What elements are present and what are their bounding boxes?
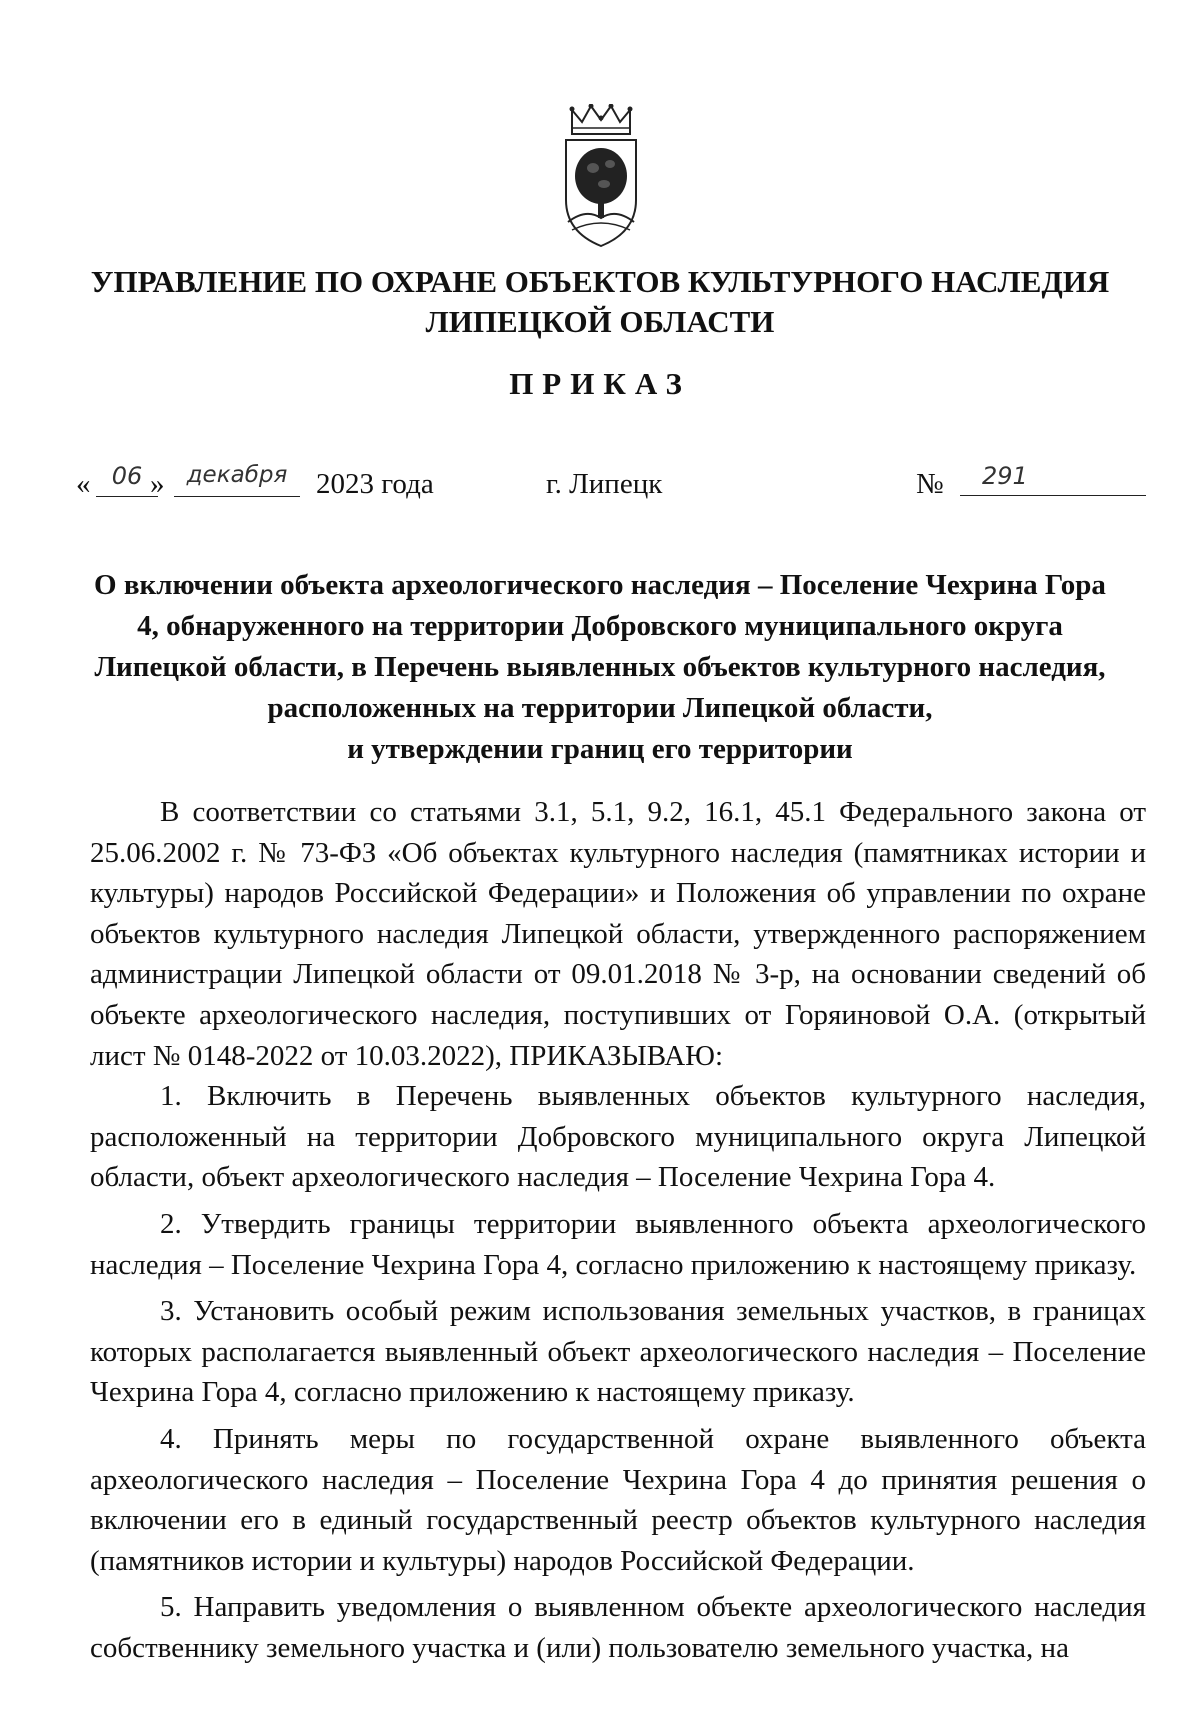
subject-line-3: Липецкой области, в Перечень выявленных объектов культурного наследия, [94,651,1106,683]
year-text: 2023 года [316,468,434,500]
subject-line-5: и утверждении границ его территории [347,733,853,765]
coat-of-arms-icon [560,104,642,250]
date-line [0,464,1200,524]
handwritten-number: 291 [960,462,1146,496]
preamble-paragraph: В соответствии со статьями 3.1, 5.1, 9.2, 16.1, 45.1 Федерального закона от 25.06.2002 г. № 73-ФЗ «Об объектах культурного наследия (памятниках истории и культуры) народов Российской Федерации» и Положения об управлении по охране объектов культурного наследия Липецкой области, утвержденного распоряжением администрации Липецкой области от 09.01.2018 № 3-р, на основании сведений об объекте археологического наследия, поступивших от Горяиновой О.А. (открытый лист № 0148-2022 от 10.03.2022), ПРИКАЗЫВАЮ: [90,796,1146,1072]
subject-line-2: 4, обнаруженного на территории Добровского муниципального округа [137,610,1063,642]
document-type: ПРИКАЗ [509,366,691,401]
organization-name [80,262,1120,342]
item-1-paragraph: 1. Включить в Перечень выявленных объектов культурного наследия, расположенный на территории Добровского муниципального округа Липецкой области, объект археологического наследия – Поселение Чехрина Гора 4. [90,1080,1146,1194]
handwritten-day: 06 [96,462,158,497]
org-line-1: УПРАВЛЕНИЕ ПО ОХРАНЕ ОБЪЕКТОВ КУЛЬТУРНОГО НАСЛЕДИЯ [90,264,1110,299]
order-subject [80,565,1120,770]
quote-open: « [76,468,91,500]
number-sign: № [916,468,944,500]
handwritten-month: декабря [174,462,300,497]
item-4-paragraph: 4. Принять меры по государственной охране выявленного объекта археологического наследия – Поселение Чехрина Гора 4 до принятия решения о включении его в единый государственный реестр объектов культурного наследия (памятников истории и культуры) народов Российской Федерации. [90,1422,1146,1577]
city-text: г. Липецк [546,468,663,500]
order-body [90,792,1146,1668]
quote-close: » [150,468,165,500]
org-line-2: ЛИПЕЦКОЙ ОБЛАСТИ [425,304,775,339]
subject-line-4: расположенных на территории Липецкой области, [267,692,933,724]
item-2-paragraph: 2. Утвердить границы территории выявленного объекта археологического наследия – Поселение Чехрина Гора 4, согласно приложению к настоящему приказу. [90,1207,1146,1281]
item-3-paragraph: 3. Установить особый режим использования земельных участков, в границах которых располагается выявленный объект археологического наследия – Поселение Чехрина Гора 4, согласно приложению к настоящему приказу. [90,1295,1146,1409]
item-5-paragraph: 5. Направить уведомления о выявленном объекте археологического наследия собственнику земельного участка и (или) пользователю земельного участка, на [90,1591,1146,1664]
subject-line-1: О включении объекта археологического наследия – Поселение Чехрина Гора [94,569,1106,601]
